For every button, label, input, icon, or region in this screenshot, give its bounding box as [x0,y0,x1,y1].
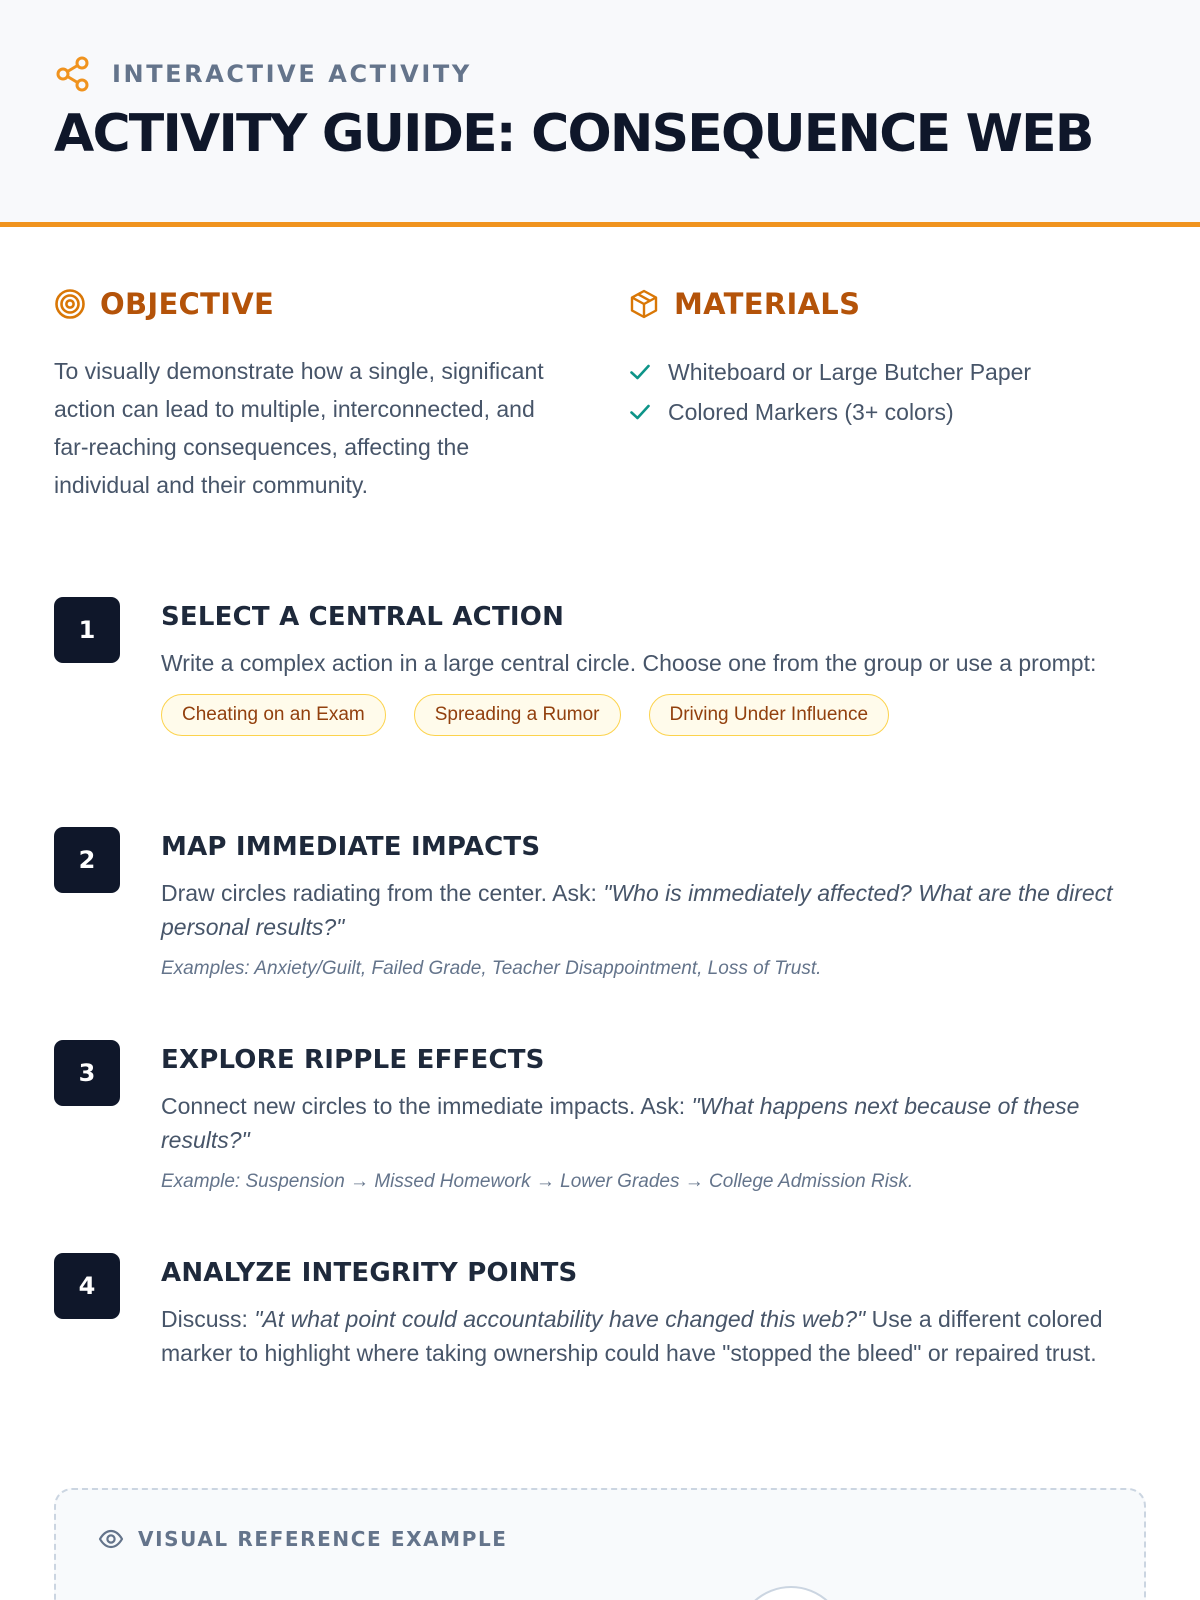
share-nodes-icon [54,55,92,93]
step-number-badge: 4 [54,1253,120,1319]
step-description [161,1302,1146,1370]
step-example: Examples: Anxiety/Guilt, Failed Grade, Teacher Disappointment, Loss of Trust. [161,958,822,979]
checkmark-icon [628,360,652,384]
prompt-chip[interactable]: Cheating on an Exam [161,694,386,736]
materials-list [628,352,1031,432]
step-number-badge: 1 [54,597,120,663]
central-action-circle [736,1586,846,1600]
materials-heading [628,284,860,324]
step-example: Example: Suspension → Missed Homework → Lower Grades → College Admission Risk. [161,1171,914,1192]
box-icon [628,288,660,320]
step-body [161,827,1146,984]
prompt-chip[interactable]: Spreading a Rumor [414,694,621,736]
objective-heading [54,284,274,324]
objective-text: To visually demonstrate how a single, significant action can lead to multiple, interconnected, and far-reaching consequences, affecting the individual and their community. [54,358,544,498]
step-question-quote: "Who is immediately affected? What are the direct personal results?" [161,880,1113,940]
step-question-quote: "At what point could accountability have changed this web?" [254,1306,866,1332]
prompt-chip[interactable]: Driving Under Influence [649,694,890,736]
materials-item [628,392,1031,432]
prompt-chips [161,694,1146,736]
step-description [161,1089,1146,1157]
step-description-lead: Connect new circles to the immediate impacts. Ask: [161,1093,692,1119]
materials-item-label: Colored Markers (3+ colors) [668,398,954,425]
page-title: ACTIVITY GUIDE: CONSEQUENCE WEB [54,104,1093,164]
step-body [161,597,1146,736]
step-body [161,1253,1146,1370]
eye-icon [98,1526,124,1552]
step-number-badge: 3 [54,1040,120,1106]
step-question-quote: "What happens next because of these results?" [161,1093,1080,1153]
target-icon [54,288,86,320]
materials-item [628,352,1031,392]
step-description-lead: Discuss: [161,1306,255,1332]
visual-reference-heading [98,1524,508,1554]
visual-reference-title: VISUAL REFERENCE EXAMPLE [138,1527,508,1551]
step-description: Write a complex action in a large central circle. Choose one from the group or use a prompt: [161,650,1097,676]
step-description-lead: Draw circles radiating from the center. Ask: [161,880,604,906]
step-number-badge: 2 [54,827,120,893]
header-kicker [54,54,472,94]
materials-item-label: Whiteboard or Large Butcher Paper [668,358,1032,385]
objective-heading-label: OBJECTIVE [100,287,275,321]
step-title: MAP IMMEDIATE IMPACTS [161,832,541,862]
step-description [161,876,1146,944]
header-kicker-label: INTERACTIVE ACTIVITY [112,60,472,88]
step-body [161,1040,1146,1197]
materials-heading-label: MATERIALS [674,287,861,321]
visual-reference-panel [54,1488,1146,1600]
step-description-tail: Use a different colored marker to highlight where taking ownership could have "stopped the bleed" or repaired trust. [161,1306,1103,1366]
step-title: ANALYZE INTEGRITY POINTS [161,1258,578,1288]
step-title: EXPLORE RIPPLE EFFECTS [161,1045,545,1075]
step-title: SELECT A CENTRAL ACTION [161,602,565,632]
page-header [0,0,1200,227]
checkmark-icon [628,400,652,424]
